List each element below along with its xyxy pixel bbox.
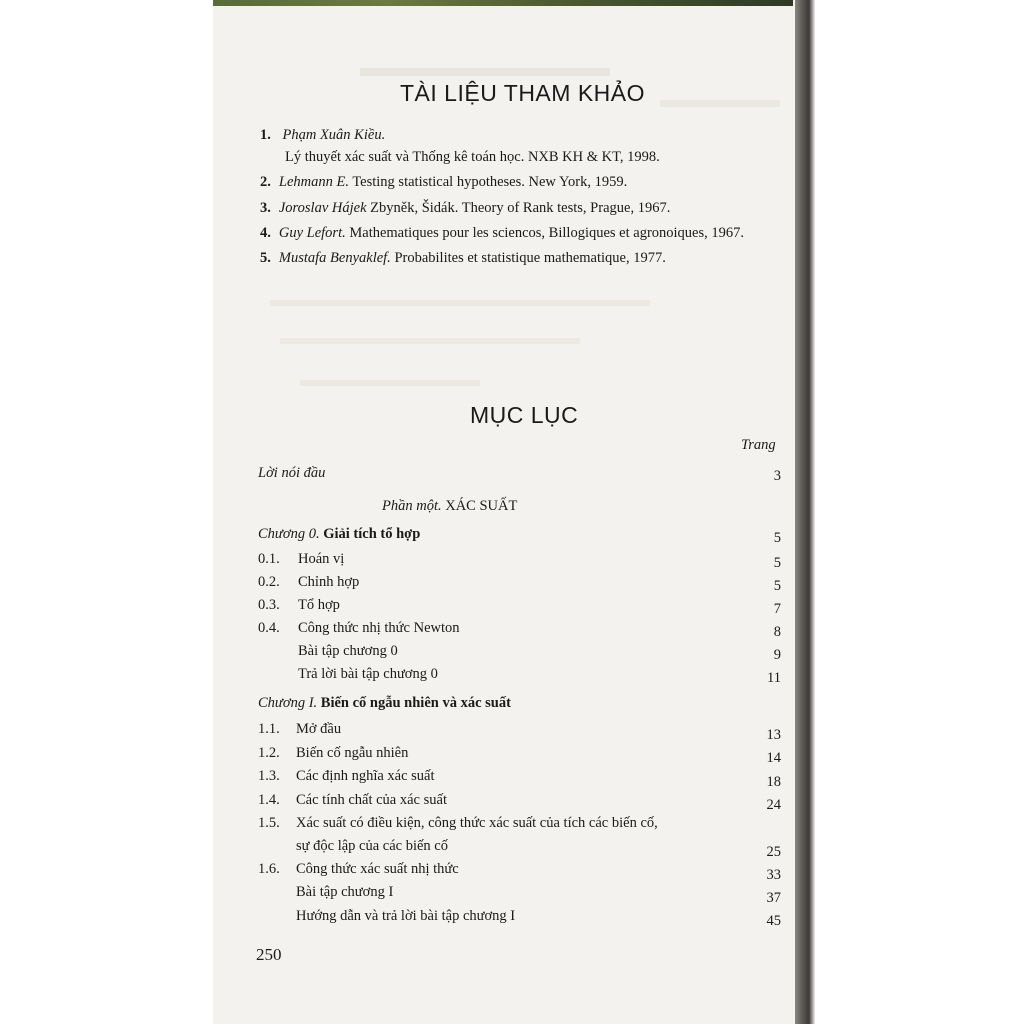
toc-page-number: 5 (773, 578, 781, 594)
toc-section-title: Trả lời bài tập chương 0 (298, 666, 438, 682)
toc-section-title: sự độc lập của các biến cố (296, 838, 448, 854)
toc-section-title: Bài tập chương I (296, 884, 394, 900)
toc-page-header: Trang (741, 437, 776, 453)
toc-chapter-heading (258, 526, 420, 543)
reference-item (260, 127, 385, 144)
toc-chapter-heading (258, 695, 511, 712)
reference-item (260, 225, 744, 242)
toc-page-number: 5 (773, 530, 781, 546)
cover-edge-strip (213, 0, 793, 6)
toc-section-title: Bài tập chương 0 (298, 643, 398, 659)
toc-page-number: 33 (766, 867, 781, 883)
toc-preface: Lời nói đầu (258, 465, 326, 481)
reference-number: 5. (260, 250, 271, 266)
reference-item (260, 174, 627, 191)
toc-page-number: 25 (766, 844, 781, 860)
reference-number: 4. (260, 225, 271, 241)
toc-page-number: 37 (766, 890, 781, 906)
toc-section-title: Mở đầu (296, 721, 342, 737)
toc-page-number: 9 (773, 647, 781, 663)
toc-page-number: 14 (766, 750, 781, 766)
reference-author: Lehmann E. (278, 174, 349, 190)
reference-text: Testing statistical hypotheses. New York, 1959. (348, 174, 628, 190)
toc-section-title: Xác suất có điều kiện, công thức xác suất của tích các biến cố, (296, 815, 658, 831)
toc-section-title: Chỉnh hợp (298, 574, 360, 590)
toc-part-name: XÁC SUẤT (441, 498, 518, 514)
toc-chapter-label: Chương 0. (258, 526, 320, 542)
toc-section-number: 1.3. (258, 768, 280, 784)
toc-page-number: 18 (766, 774, 781, 790)
reference-text: Probabilites et statistique mathematique, 1977. (390, 250, 666, 266)
toc-chapter-name: Biến cố ngẫu nhiên và xác suất (317, 695, 511, 711)
toc-section-number: 1.2. (258, 745, 280, 761)
toc-section-number: 0.4. (258, 620, 280, 636)
toc-page-number: 11 (767, 670, 781, 686)
toc-section-title: Các tính chất của xác suất (296, 792, 447, 808)
book-spine-shadow (795, 0, 815, 1024)
toc-section-number: 0.2. (258, 574, 280, 590)
reference-item (260, 250, 666, 267)
toc-section-title: Biến cố ngẫu nhiên (296, 745, 409, 761)
toc-section-title: Tổ hợp (298, 597, 340, 613)
toc-section-number: 1.4. (258, 792, 280, 808)
reference-author: Joroslav Hájek (278, 200, 367, 216)
reference-author: Phạm Xuân Kiều. (282, 127, 386, 143)
toc-chapter-label: Chương I. (258, 695, 318, 711)
toc-section-title: Hướng dẫn và trả lời bài tập chương I (296, 908, 516, 924)
toc-section-title: Công thức xác suất nhị thức (296, 861, 459, 877)
toc-page-number: 5 (773, 555, 781, 571)
toc-page-number: 45 (766, 913, 781, 929)
toc-title: MỤC LỤC (470, 402, 579, 428)
reference-text: Zbyněk, Šidák. Theory of Rank tests, Prague, 1967. (366, 200, 671, 216)
toc-part-label: Phần một. (382, 498, 442, 514)
toc-section-number: 0.1. (258, 551, 280, 567)
reference-number: 1. (260, 127, 271, 143)
page-number: 250 (256, 945, 282, 964)
reference-text: Lý thuyết xác suất và Thống kê toán học. NXB KH & KT, 1998. (285, 149, 660, 165)
toc-section-title: Hoán vị (298, 551, 345, 567)
toc-section-number: 0.3. (258, 597, 280, 613)
reference-number: 3. (260, 200, 271, 216)
references-title: TÀI LIỆU THAM KHẢO (400, 80, 646, 106)
toc-section-title: Các định nghĩa xác suất (296, 768, 435, 784)
toc-part-heading (382, 498, 517, 515)
toc-chapter-name: Giải tích tổ hợp (319, 526, 421, 542)
toc-page-number: 3 (773, 468, 781, 484)
toc-section-number: 1.6. (258, 861, 280, 877)
toc-page-number: 24 (766, 797, 781, 813)
toc-page-number: 7 (773, 601, 781, 617)
reference-author: Guy Lefort. (278, 225, 346, 241)
reference-item (260, 200, 670, 217)
reference-text: Mathematiques pour les sciencos, Billogiques et agronoiques, 1967. (345, 225, 745, 241)
toc-section-number: 1.1. (258, 721, 280, 737)
toc-section-title: Công thức nhị thức Newton (298, 620, 460, 636)
reference-author: Mustafa Benyaklef. (278, 250, 391, 266)
reference-number: 2. (260, 174, 271, 190)
toc-page-number: 8 (773, 624, 781, 640)
toc-page-number: 13 (766, 727, 781, 743)
toc-section-number: 1.5. (258, 815, 280, 831)
